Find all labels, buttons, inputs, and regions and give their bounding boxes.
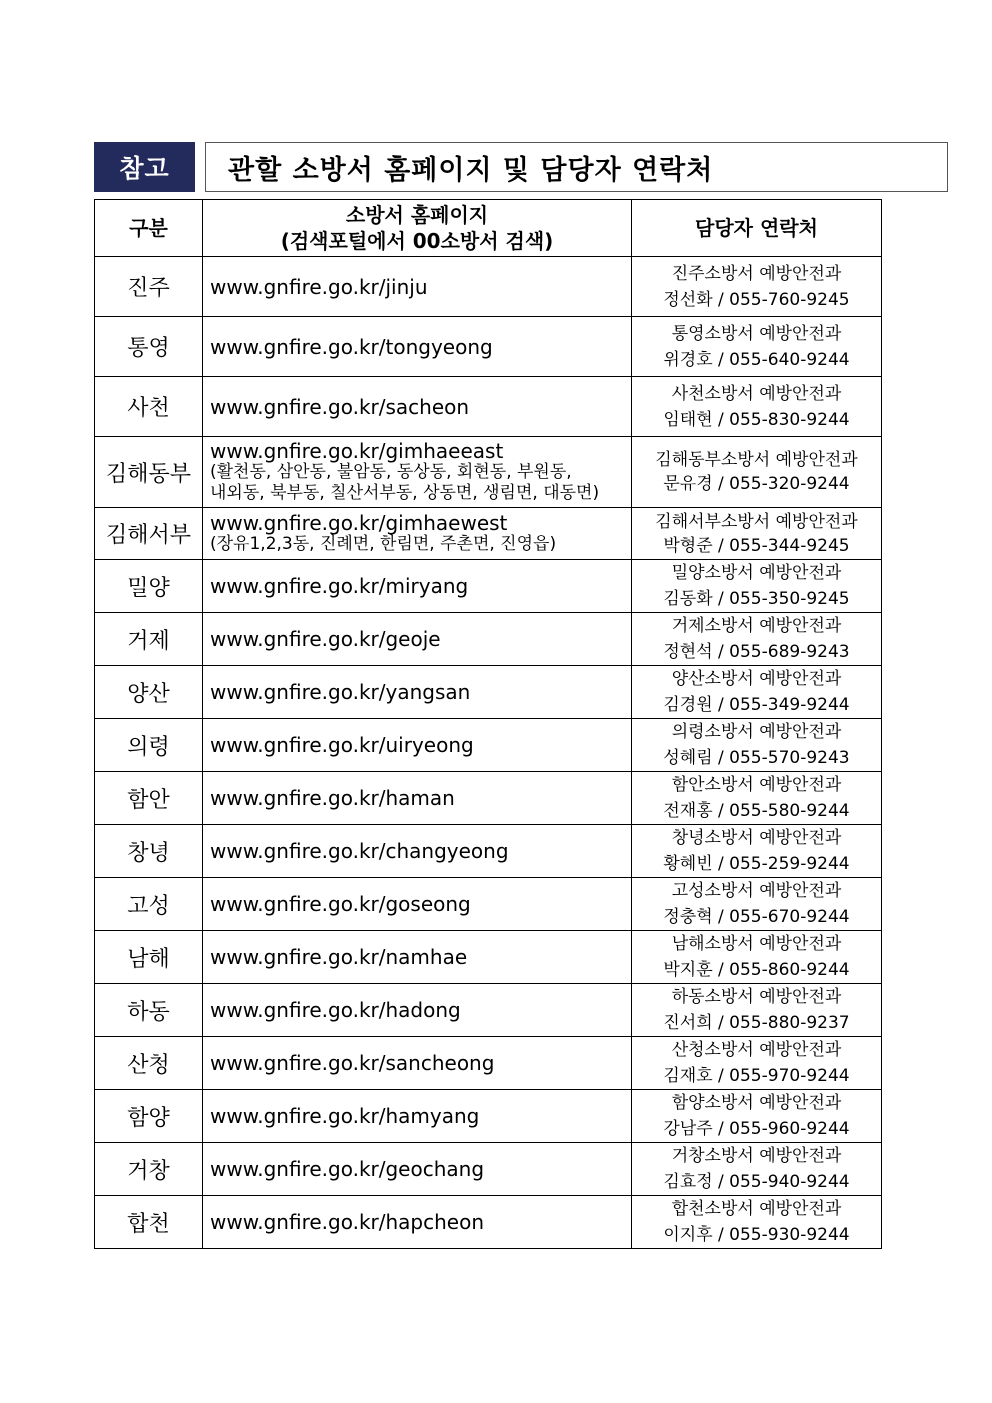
region-cell: 의령 xyxy=(95,719,203,772)
region-cell: 거제 xyxy=(95,613,203,666)
department-text: 거제소방서 예방안전과 xyxy=(671,616,842,636)
coverage-area-text: (장유1,2,3동, 진례면, 한림면, 주촌면, 진영읍) xyxy=(210,534,557,554)
region-cell: 김해동부 xyxy=(95,437,203,508)
contact-person-phone: 성혜림 / 055-570-9243 xyxy=(663,748,850,768)
contact-person-phone: 김재호 / 055-970-9244 xyxy=(663,1066,850,1086)
table-row xyxy=(95,931,882,984)
region-cell: 밀양 xyxy=(95,560,203,613)
homepage-link[interactable]: www.gnfire.go.kr/miryang xyxy=(210,574,469,598)
homepage-link[interactable]: www.gnfire.go.kr/sacheon xyxy=(210,394,470,419)
homepage-link[interactable]: www.gnfire.go.kr/hapcheon xyxy=(210,1210,485,1234)
contact-person-phone: 강남주 / 055-960-9244 xyxy=(663,1119,850,1139)
contact-cell xyxy=(632,317,882,377)
contact-cell xyxy=(632,1037,882,1090)
homepage-link[interactable]: www.gnfire.go.kr/jinju xyxy=(210,274,428,299)
region-cell: 함안 xyxy=(95,772,203,825)
department-text: 양산소방서 예방안전과 xyxy=(671,669,842,689)
region-cell: 거창 xyxy=(95,1143,203,1196)
table-body xyxy=(95,257,882,1249)
table-row xyxy=(95,257,882,317)
coverage-area-text: 내외동, 북부동, 칠산서부동, 상동면, 생림면, 대동면) xyxy=(210,483,600,503)
contact-person-phone: 위경호 / 055-640-9244 xyxy=(663,349,850,370)
table-row xyxy=(95,666,882,719)
contact-cell xyxy=(632,772,882,825)
table-row xyxy=(95,377,882,437)
table-row xyxy=(95,772,882,825)
contact-person-phone: 황혜빈 / 055-259-9244 xyxy=(663,854,850,874)
contact-person-phone: 정선화 / 055-760-9245 xyxy=(663,289,850,310)
region-cell: 산청 xyxy=(95,1037,203,1090)
homepage-cell xyxy=(203,1196,632,1249)
region-cell: 진주 xyxy=(95,257,203,317)
contact-person-phone: 문유경 / 055-320-9244 xyxy=(663,474,850,494)
contact-person-phone: 이지후 / 055-930-9244 xyxy=(663,1225,850,1245)
region-cell: 고성 xyxy=(95,878,203,931)
region-cell: 사천 xyxy=(95,377,203,437)
contact-cell xyxy=(632,437,882,508)
department-text: 밀양소방서 예방안전과 xyxy=(671,563,842,583)
department-text: 김해동부소방서 예방안전과 xyxy=(655,450,858,470)
region-cell: 남해 xyxy=(95,931,203,984)
contact-person-phone: 임태현 / 055-830-9244 xyxy=(663,409,850,430)
contact-cell xyxy=(632,508,882,560)
homepage-cell xyxy=(203,317,632,377)
table-row xyxy=(95,1196,882,1249)
department-text: 거창소방서 예방안전과 xyxy=(671,1146,842,1166)
homepage-cell xyxy=(203,1143,632,1196)
homepage-cell xyxy=(203,878,632,931)
department-text: 남해소방서 예방안전과 xyxy=(671,934,842,954)
table-row xyxy=(95,437,882,508)
homepage-link[interactable]: www.gnfire.go.kr/gimhaeeast xyxy=(210,439,504,463)
department-text: 진주소방서 예방안전과 xyxy=(671,263,842,284)
contact-cell xyxy=(632,825,882,878)
column-header-site xyxy=(203,200,632,257)
homepage-link[interactable]: www.gnfire.go.kr/geoje xyxy=(210,627,441,651)
contact-cell xyxy=(632,719,882,772)
contact-person-phone: 진서희 / 055-880-9237 xyxy=(663,1013,850,1033)
homepage-link[interactable]: www.gnfire.go.kr/namhae xyxy=(210,945,468,969)
homepage-cell xyxy=(203,508,632,560)
homepage-cell xyxy=(203,772,632,825)
department-text: 산청소방서 예방안전과 xyxy=(671,1040,842,1060)
homepage-cell xyxy=(203,613,632,666)
table-row xyxy=(95,1090,882,1143)
column-header-contact: 담당자 연락처 xyxy=(632,200,882,257)
contact-cell xyxy=(632,878,882,931)
contact-cell xyxy=(632,560,882,613)
table-row xyxy=(95,719,882,772)
homepage-cell xyxy=(203,437,632,508)
homepage-link[interactable]: www.gnfire.go.kr/yangsan xyxy=(210,680,471,704)
homepage-link[interactable]: www.gnfire.go.kr/tongyeong xyxy=(210,334,493,359)
department-text: 고성소방서 예방안전과 xyxy=(671,881,842,901)
homepage-link[interactable]: www.gnfire.go.kr/uiryeong xyxy=(210,733,474,757)
table-row xyxy=(95,613,882,666)
homepage-cell xyxy=(203,257,632,317)
homepage-cell xyxy=(203,377,632,437)
homepage-link[interactable]: www.gnfire.go.kr/sancheong xyxy=(210,1051,495,1075)
table-header-row xyxy=(95,200,882,257)
contact-cell xyxy=(632,613,882,666)
contact-person-phone: 박형준 / 055-344-9245 xyxy=(663,535,850,556)
coverage-area-text: (활천동, 삼안동, 불암동, 동상동, 회현동, 부원동, xyxy=(210,462,572,482)
homepage-cell xyxy=(203,1037,632,1090)
page-title: 관할 소방서 홈페이지 및 담당자 연락처 xyxy=(228,154,714,186)
homepage-cell xyxy=(203,931,632,984)
homepage-cell xyxy=(203,1090,632,1143)
contact-cell xyxy=(632,666,882,719)
reference-badge: 참고 xyxy=(94,142,195,192)
table-row xyxy=(95,825,882,878)
homepage-link[interactable]: www.gnfire.go.kr/hamyang xyxy=(210,1104,480,1128)
homepage-link[interactable]: www.gnfire.go.kr/hadong xyxy=(210,998,461,1022)
region-cell: 창녕 xyxy=(95,825,203,878)
column-header-region: 구분 xyxy=(95,200,203,257)
table-row xyxy=(95,984,882,1037)
region-cell: 양산 xyxy=(95,666,203,719)
department-text: 함안소방서 예방안전과 xyxy=(671,775,842,795)
homepage-link[interactable]: www.gnfire.go.kr/haman xyxy=(210,786,455,810)
contact-person-phone: 김동화 / 055-350-9245 xyxy=(663,589,850,609)
homepage-link[interactable]: www.gnfire.go.kr/geochang xyxy=(210,1157,485,1181)
fire-station-table xyxy=(94,199,882,1249)
department-text: 김해서부소방서 예방안전과 xyxy=(655,511,858,532)
region-cell: 함양 xyxy=(95,1090,203,1143)
table-row xyxy=(95,1037,882,1090)
region-cell: 합천 xyxy=(95,1196,203,1249)
section-header xyxy=(94,142,948,192)
contact-person-phone: 김효정 / 055-940-9244 xyxy=(663,1172,850,1192)
contact-cell xyxy=(632,1143,882,1196)
table-row xyxy=(95,560,882,613)
contact-cell xyxy=(632,1090,882,1143)
homepage-cell xyxy=(203,560,632,613)
homepage-link[interactable]: www.gnfire.go.kr/goseong xyxy=(210,892,471,916)
contact-person-phone: 정충혁 / 055-670-9244 xyxy=(663,907,850,927)
homepage-link[interactable]: www.gnfire.go.kr/changyeong xyxy=(210,839,509,863)
column-header-site-note: (검색포털에서 00소방서 검색) xyxy=(280,229,554,253)
homepage-cell xyxy=(203,984,632,1037)
contact-person-phone: 전재홍 / 055-580-9244 xyxy=(663,801,850,821)
contact-person-phone: 김경원 / 055-349-9244 xyxy=(663,695,850,715)
department-text: 합천소방서 예방안전과 xyxy=(671,1199,842,1219)
department-text: 통영소방서 예방안전과 xyxy=(671,323,842,344)
table-row xyxy=(95,508,882,560)
department-text: 의령소방서 예방안전과 xyxy=(671,722,842,742)
department-text: 하동소방서 예방안전과 xyxy=(671,987,842,1007)
department-text: 창녕소방서 예방안전과 xyxy=(671,828,842,848)
contact-cell xyxy=(632,1196,882,1249)
contact-person-phone: 박지훈 / 055-860-9244 xyxy=(663,960,850,980)
contact-cell xyxy=(632,257,882,317)
contact-cell xyxy=(632,377,882,437)
column-header-site-title: 소방서 홈페이지 xyxy=(345,203,489,227)
homepage-cell xyxy=(203,666,632,719)
homepage-cell xyxy=(203,719,632,772)
department-text: 함양소방서 예방안전과 xyxy=(671,1093,842,1113)
region-cell: 김해서부 xyxy=(95,508,203,560)
table-row xyxy=(95,1143,882,1196)
title-box xyxy=(205,142,948,192)
region-cell: 통영 xyxy=(95,317,203,377)
table-row xyxy=(95,317,882,377)
contact-cell xyxy=(632,931,882,984)
region-cell: 하동 xyxy=(95,984,203,1037)
contact-person-phone: 정현석 / 055-689-9243 xyxy=(663,642,850,662)
contact-cell xyxy=(632,984,882,1037)
homepage-cell xyxy=(203,825,632,878)
homepage-link[interactable]: www.gnfire.go.kr/gimhaewest xyxy=(210,511,508,535)
department-text: 사천소방서 예방안전과 xyxy=(671,383,842,404)
table-row xyxy=(95,878,882,931)
